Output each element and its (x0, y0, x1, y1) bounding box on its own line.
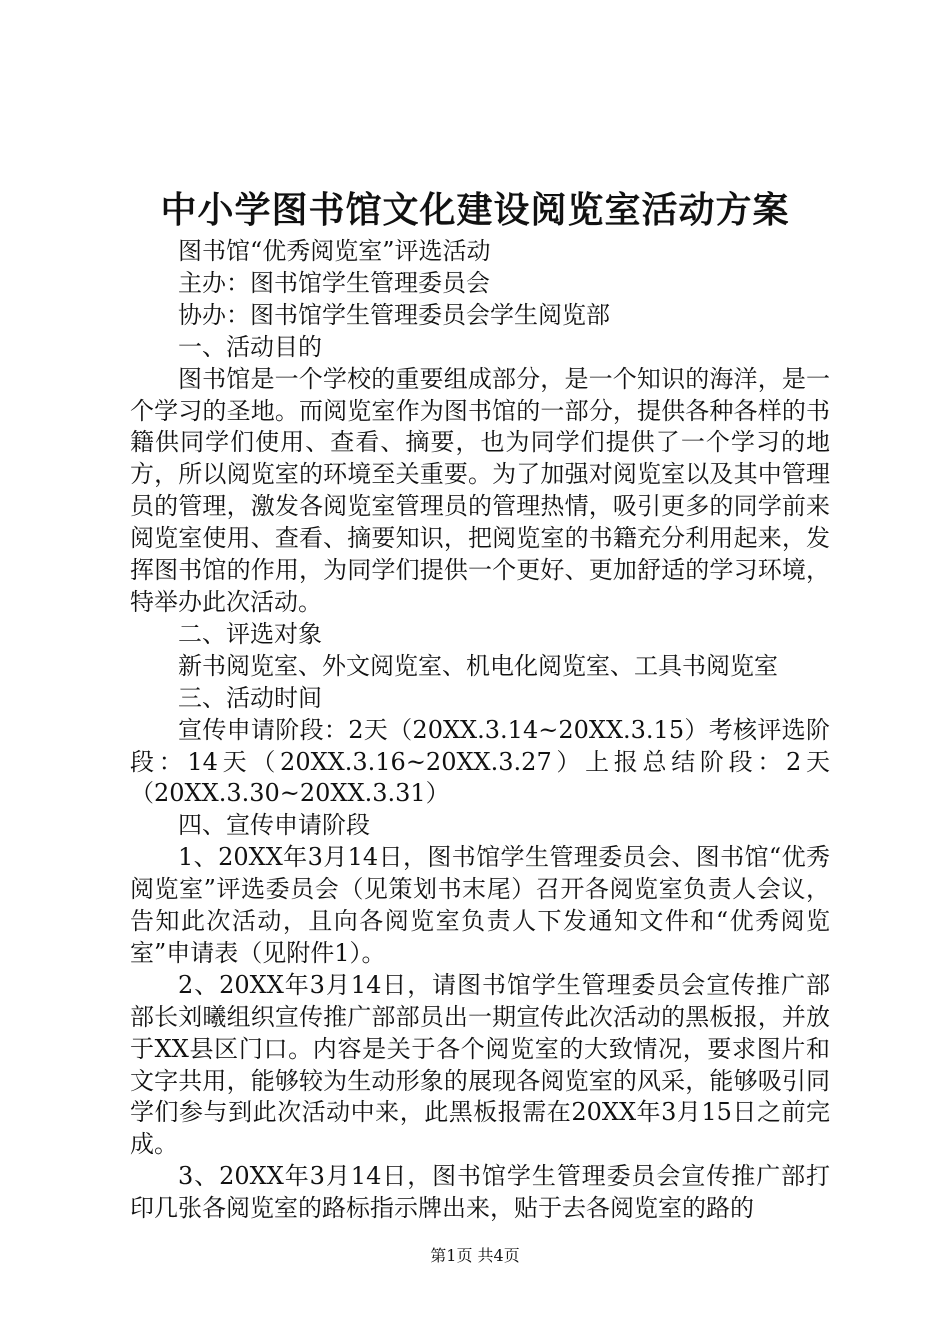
heading-targets: 二、评选对象 (178, 619, 322, 648)
paragraph-step-1: 1、20XX年3月14日，图书馆学生管理委员会、图书馆“优秀阅览室”评选委员会（见策划书末尾）召开各阅览室负责人会议，告知此次活动，且向各阅览室负责人下发通知文件和“优秀阅览室”申请表（见附件1）。 (130, 843, 830, 967)
heading-time: 三、活动时间 (178, 683, 322, 712)
heading-purpose: 一、活动目的 (178, 332, 322, 361)
paragraph-step-3: 3、20XX年3月14日，图书馆学生管理委员会宣传推广部打印几张各阅览室的路标指示牌出来，贴于去各阅览室的路的 (130, 1162, 830, 1223)
paragraph-co-organizer: 协办：图书馆学生管理委员会学生阅览部 (178, 300, 610, 329)
document-body (130, 236, 830, 1225)
paragraph-activity-name: 图书馆“优秀阅览室”评选活动 (178, 237, 491, 265)
paragraph-organizer: 主办：图书馆学生管理委员会 (178, 268, 490, 297)
paragraph-time: 宣传申请阶段：2天（20XX.3.14~20XX.3.15）考核评选阶段：14天（20XX.3.16~20XX.3.27）上报总结阶段：2天（20XX.3.30~20XX.3.31） (130, 715, 830, 808)
document-title: 中小学图书馆文化建设阅览室活动方案 (160, 189, 790, 231)
paragraph-step-2: 2、20XX年3月14日，请图书馆学生管理委员会宣传推广部部长刘曦组织宣传推广部部员出一期宣传此次活动的黑板报，并放于XX县区门口。内容是关于各个阅览室的大致情况，要求图片和文字共用，能够较为生动形象的展现各阅览室的风采，能够吸引同学们参与到此次活动中来，此黑板报需在20XX年3月15日之前完成。 (130, 970, 830, 1159)
heading-publicity: 四、宣传申请阶段 (178, 811, 370, 840)
paragraph-purpose: 图书馆是一个学校的重要组成部分，是一个知识的海洋，是一个学习的圣地。而阅览室作为图书馆的一部分，提供各种各样的书籍供同学们使用、查看、摘要，也为同学们提供了一个学习的地方，所以阅览室的环境至关重要。为了加强对阅览室以及其中管理员的管理，激发各阅览室管理员的管理热情，吸引更多的同学前来阅览室使用、查看、摘要知识，把阅览室的书籍充分利用起来，发挥图书馆的作用，为同学们提供一个更好、更加舒适的学习环境，特举办此次活动。 (130, 364, 830, 616)
page-number-footer: 第1页 共4页 (430, 1246, 520, 1265)
paragraph-targets: 新书阅览室、外文阅览室、机电化阅览室、工具书阅览室 (178, 651, 778, 680)
